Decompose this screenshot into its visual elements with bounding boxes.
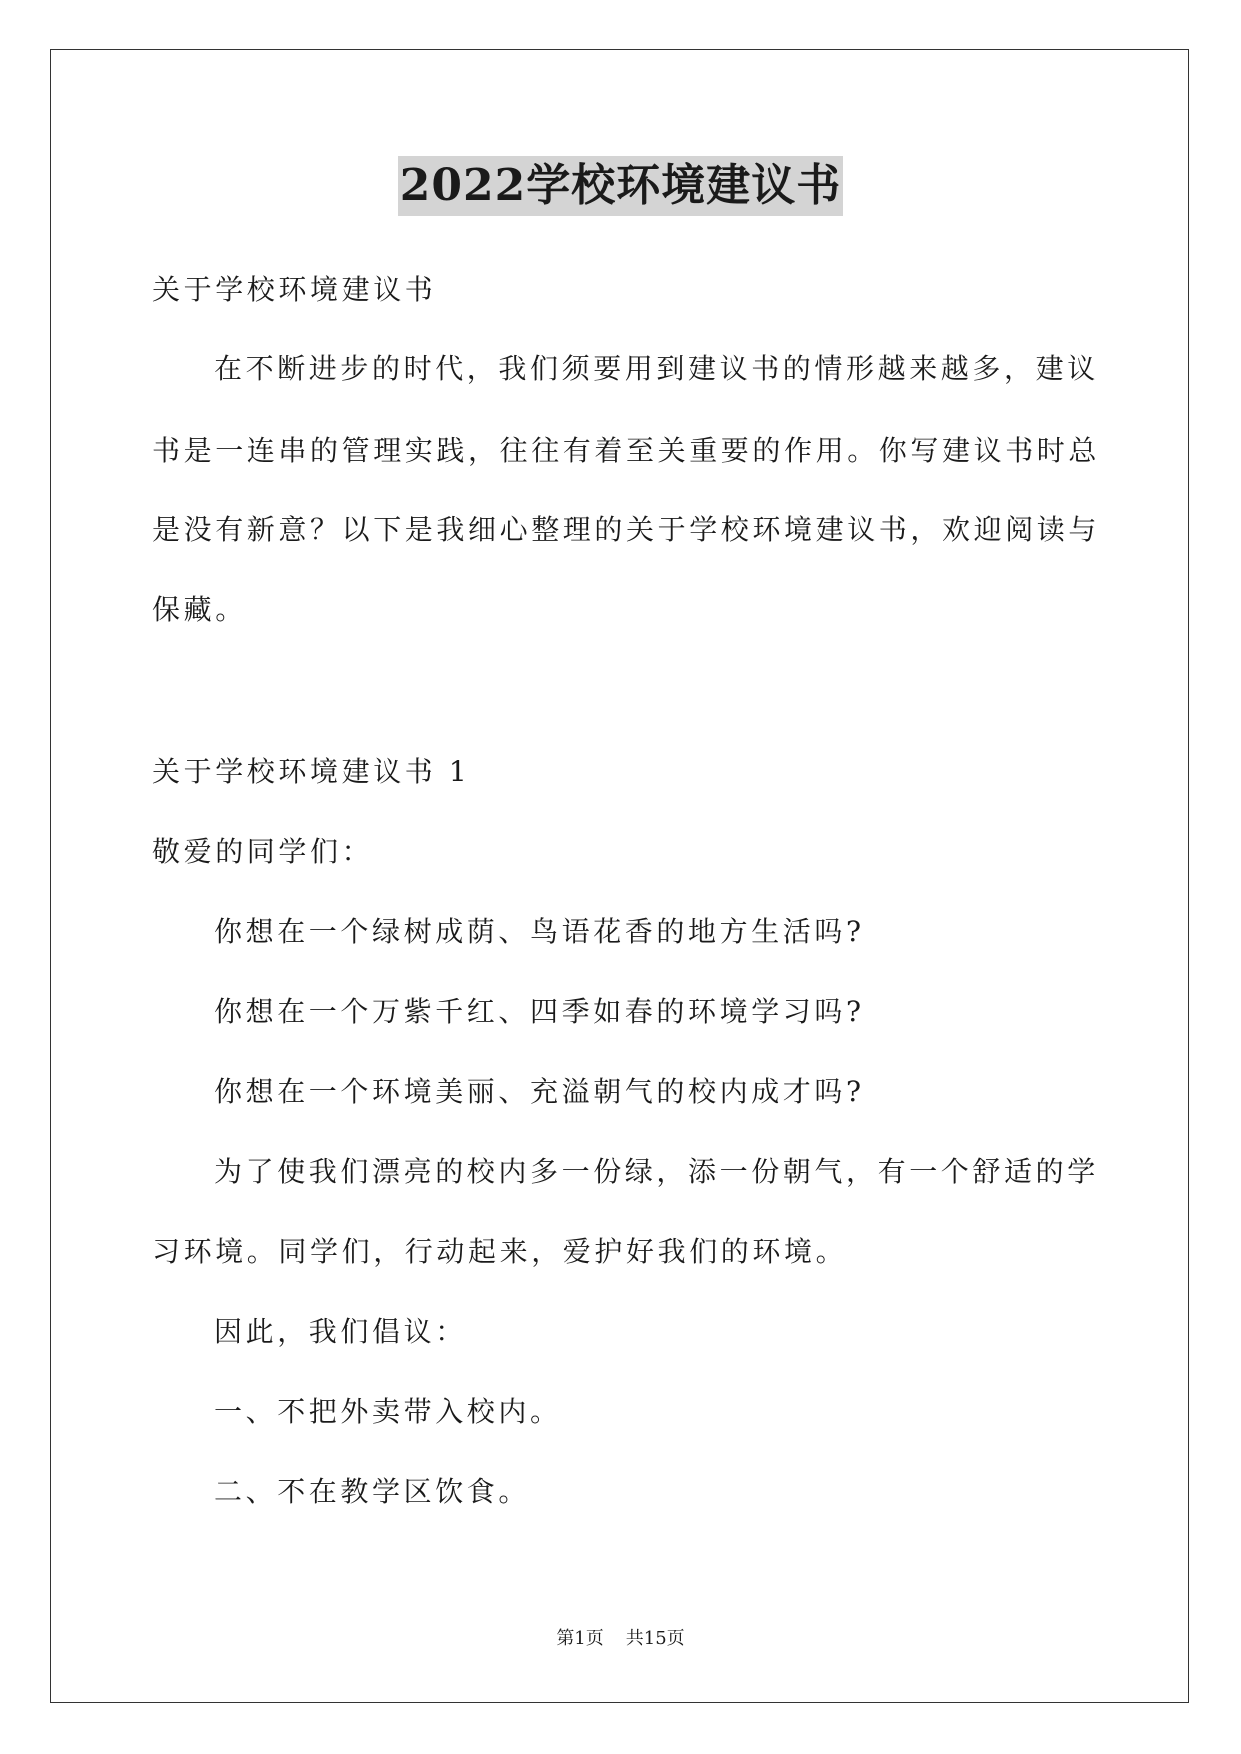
- page-footer: [0, 1626, 1241, 1652]
- proposal-item-2: 二、不在教学区饮食。: [214, 1475, 531, 1508]
- proposal-item-1: 一、不把外卖带入校内。: [214, 1395, 562, 1428]
- document-title: 2022学校环境建议书: [398, 156, 843, 216]
- proposal-intro: 因此，我们倡议：: [214, 1315, 467, 1348]
- question-line-2: 你想在一个万紫千红、四季如春的环境学习吗?: [214, 995, 865, 1028]
- page-number-current: 第1页: [556, 1628, 604, 1649]
- body-paragraph-line-2: 习环境。同学们，行动起来，爱护好我们的环境。: [152, 1235, 848, 1268]
- salutation: 敬爱的同学们：: [152, 835, 374, 868]
- body-paragraph-line-1: 为了使我们漂亮的校内多一份绿，添一份朝气，有一个舒适的学: [214, 1155, 1099, 1188]
- intro-paragraph-line-3: 是没有新意？以下是我细心整理的关于学校环境建议书，欢迎阅读与: [152, 513, 1101, 546]
- intro-paragraph-line-4: 保藏。: [152, 593, 247, 626]
- intro-paragraph-line-2: 书是一连串的管理实践，往往有着至关重要的作用。你写建议书时总: [152, 434, 1101, 467]
- page-number-total: 共15页: [625, 1628, 685, 1649]
- question-line-1: 你想在一个绿树成荫、鸟语花香的地方生活吗?: [214, 915, 865, 948]
- title-container: [0, 156, 1241, 216]
- question-line-3: 你想在一个环境美丽、充溢朝气的校内成才吗?: [214, 1075, 865, 1108]
- subtitle-line: 关于学校环境建议书: [152, 273, 437, 306]
- intro-paragraph-line-1: 在不断进步的时代，我们须要用到建议书的情形越来越多，建议: [214, 352, 1099, 385]
- section-heading: 关于学校环境建议书 1: [152, 755, 471, 788]
